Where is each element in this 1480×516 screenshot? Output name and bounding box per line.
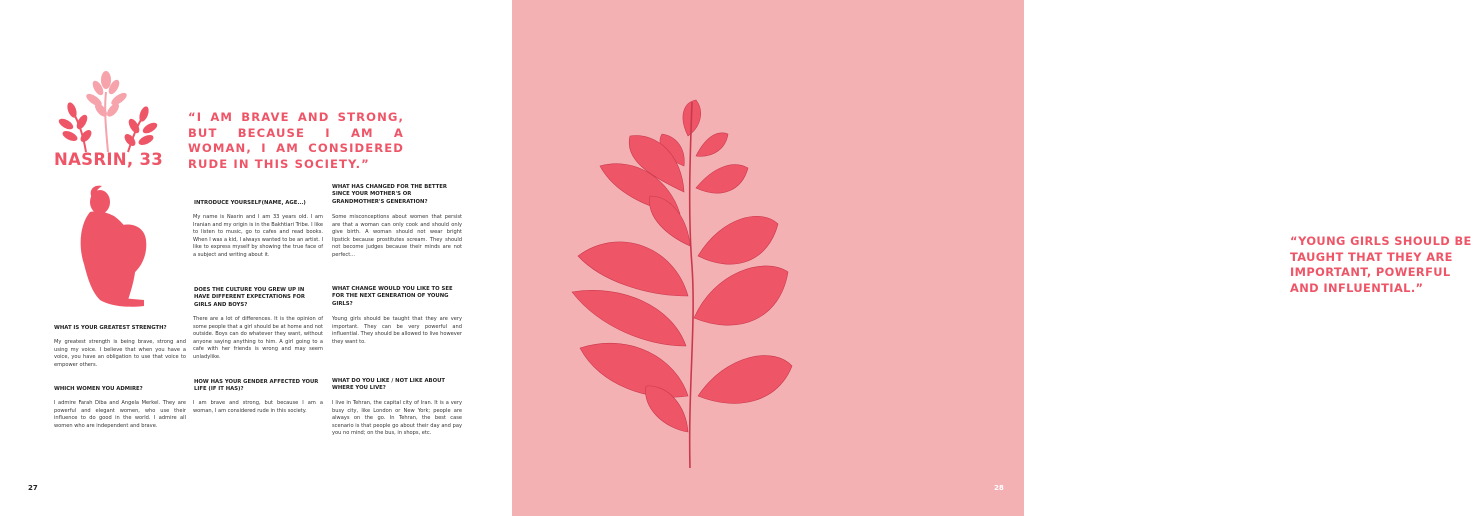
question-introduce-yourself: INTRODUCE YOURSELF(NAME, AGE...) bbox=[194, 200, 306, 206]
question-where-you-live: WHAT DO YOU LIKE / NOT LIKE ABOUT WHERE YOU LIVE? bbox=[332, 378, 446, 392]
question-changed-for-better: WHAT HAS CHANGED FOR THE BETTER SINCE YOUR MOTHER'S OR GRANDMOTHER'S GENERATION? bbox=[332, 184, 447, 205]
leaf-branch-icon bbox=[538, 96, 798, 468]
answer-greatest-strength: My greatest strength is being brave, strong and using my voice. I believe that when you have a voice, you have an obligation to use that voice to empower others. bbox=[54, 339, 186, 368]
coral-plant-icon bbox=[56, 70, 160, 152]
question-culture-expectations: DOES THE CULTURE YOU GREW UP IN HAVE DIFFERENT EXPECTATIONS FOR GIRLS AND BOYS? bbox=[194, 287, 305, 308]
answer-women-admire: I admire Farah Diba and Angela Merkel. They are powerful and elegant women, who use their influence to do good in the world. I admire all women who are independent and brave. bbox=[54, 400, 186, 429]
pull-quote-left: “I AM BRAVE AND STRONG, BUT BECAUSE I AM A WOMAN, I AM CONSIDERED RUDE IN THIS SOCIETY.” bbox=[188, 110, 404, 171]
answer-introduce-yourself: My name is Nasrin and I am 33 years old. I am Iranian and my origin is in the Bakhtiari Tribe. I like to listen to music, go to cafes and read books. When I was a kid, I always wanted to be an artist. I like to express myself by showing the true face of a subject and writing about it. bbox=[193, 214, 323, 258]
answer-change-next-generation: Young girls should be taught that they are very important. They can be very powerful and influential. They should be allowed to live however they want to. bbox=[332, 316, 462, 345]
answer-culture-expectations: There are a lot of differences. It is the opinion of some people that a girl should be at home and not outside. Boys can do whatever they want, without anyone saying anything to him. A girl going to a cafe with her friends is wrong and may seem unladylike. bbox=[193, 316, 323, 360]
page-number-left: 27 bbox=[28, 484, 38, 492]
answer-changed-for-better: Some misconceptions about women that persist are that a woman can only cook and should only give birth. A woman should not wear bright lipstick because prostitutes scream. They should not become judges because their minds are not perfect... bbox=[332, 214, 462, 258]
question-gender-affected: HOW HAS YOUR GENDER AFFECTED YOUR LIFE (IF IT HAS)? bbox=[194, 379, 319, 393]
interviewee-name: NASRIN, 33 bbox=[54, 150, 164, 169]
question-women-admire: WHICH WOMEN YOU ADMIRE? bbox=[54, 386, 143, 392]
left-page bbox=[0, 0, 512, 516]
seated-woman-figure-icon bbox=[70, 184, 162, 314]
answer-gender-affected: I am brave and strong, but because I am a woman, I am considered rude in this society. bbox=[193, 400, 323, 414]
page-number-right: 28 bbox=[994, 484, 1004, 492]
question-change-next-generation: WHAT CHANGE WOULD YOU LIKE TO SEE FOR THE NEXT GENERATION OF YOUNG GIRLS? bbox=[332, 286, 453, 307]
pull-quote-right: “YOUNG GIRLS SHOULD BE TAUGHT THAT THEY ARE IMPORTANT, POWERFUL AND INFLUENTIAL.” bbox=[1290, 234, 1472, 295]
right-page bbox=[512, 0, 1472, 516]
question-greatest-strength: WHAT IS YOUR GREATEST STRENGTH? bbox=[54, 325, 167, 331]
answer-where-you-live: I live in Tehran, the capital city of Iran. It is a very busy city, like London or New York; people are always on the go. In Tehran, the best case scenario is that people go about their day and pay you no mind; on the bus, in shops, etc. bbox=[332, 400, 462, 437]
